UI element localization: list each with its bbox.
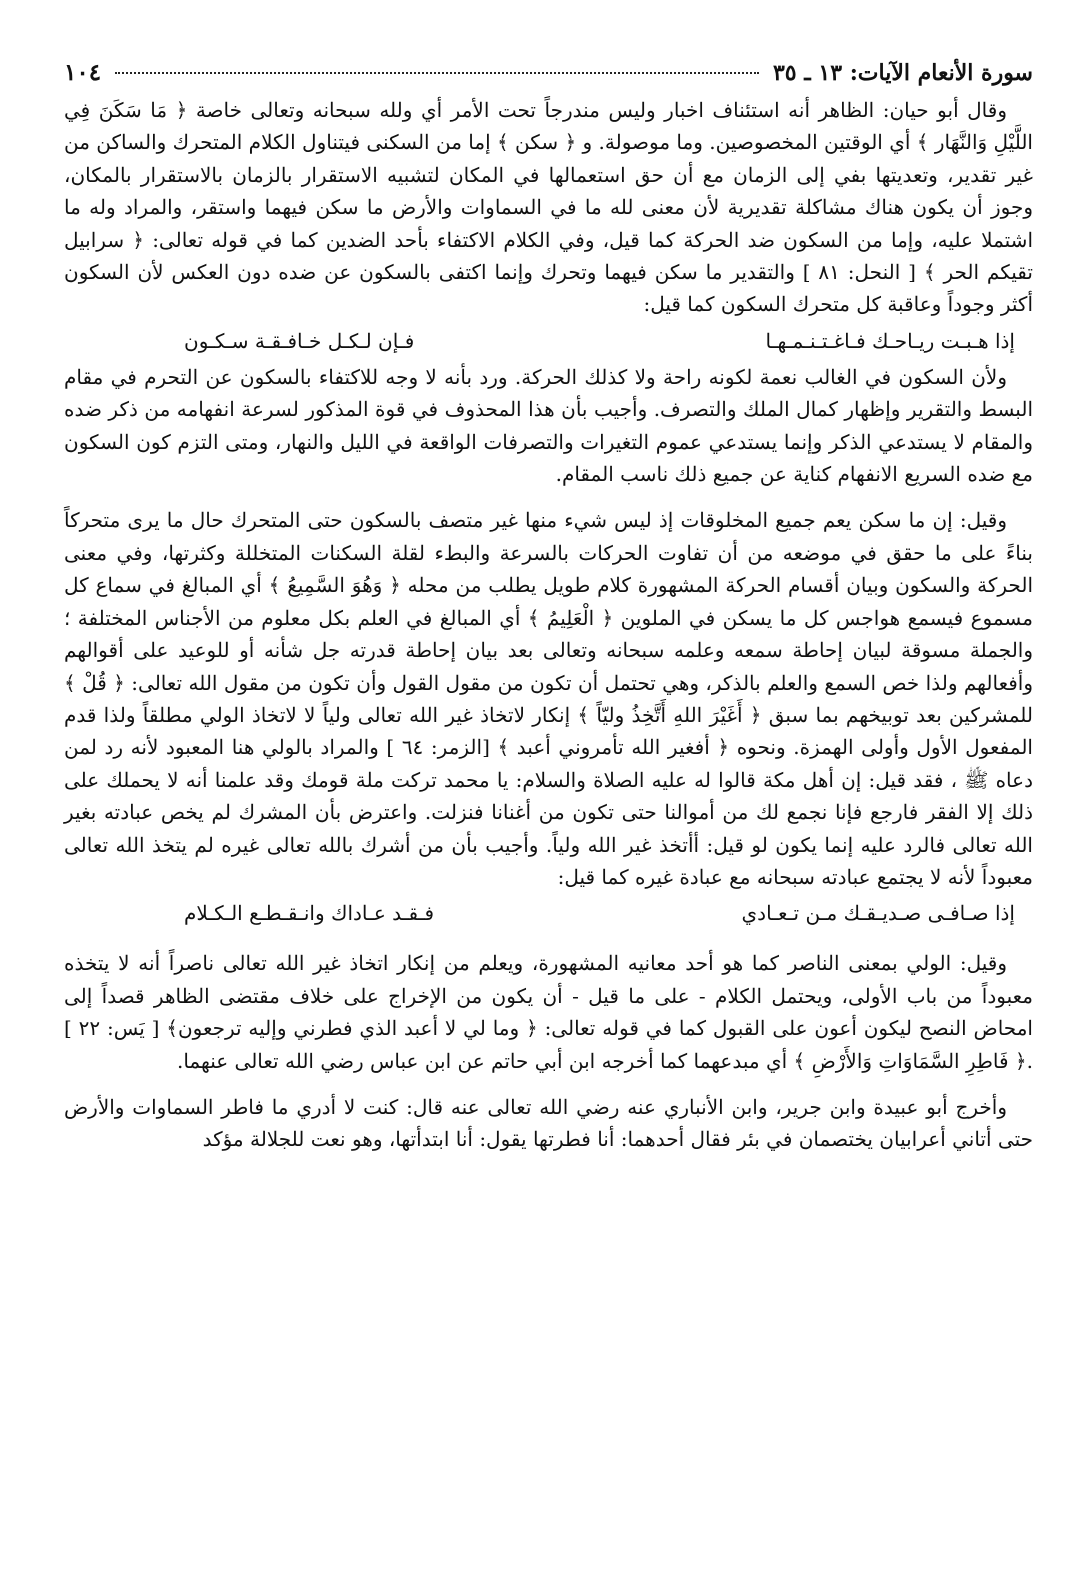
paragraph-4: وقيل: الولي بمعنى الناصر كما هو أحد معانيه المشهورة، ويعلم من إنكار اتخاذ غير الله تعالى ناصراً أنه لا يتخذه معبوداً من باب الأولى، ويحتمل الكلام - على ما قيل - أن يكون من الإخراج على خلاف مقتضى الظاهر قصداً إلى امحاض النصح ليكون أعون على القبول كما في قوله تعالى: ﴿ وما لي لا أعبد الذي فطرني وإليه ترجعون﴾ [ يَس: ٢٢ ] .﴿ فَاطِرِ السَّمَاوَاتِ وَالأَرْضِ ﴾ أي مبدعهما كما أخرجه ابن أبي حاتم عن ابن عباس رضي الله تعالى عنهما.: [64, 951, 1033, 1073]
verse-2: [64, 893, 1033, 933]
header-dotted-leader: [115, 72, 759, 74]
verse-2-first-hemistich: إذا صـافـى صـديـقـك مـن تـعـادي: [741, 901, 1015, 926]
paragraph-3: وقيل: إن ما سكن يعم جميع المخلوقات إذ ليس شيء منها غير متصف بالسكون حتى المتحرك حال ما يرى متحركاً بناءً على ما حقق في موضعه من أن تفاوت الحركات بالسرعة والبطء لقلة السكنات المتخللة وكثرتها، وفي معنى الحركة والسكون وبيان أقسام الحركة المشهورة كلام طويل يطلب من محله ﴿ وَهُوَ السَّمِيعُ ﴾ أي المبالغ في سماع كل مسموع فيسمع هواجس كل ما يسكن في الملوين ﴿ الْعَلِيمُ ﴾ أي المبالغ في العلم بكل معلوم من الأجناس المختلفة ؛ والجملة مسوقة لبيان إحاطة سمعه وعلمه سبحانه وتعالى بعد بيان إحاطة قدرته جل شأنه أو للوعيد على أقوالهم وأفعالهم ولذا خص السمع والعلم بالذكر، وهي تحتمل أن تكون من مقول القول وأن تكون من مقول الله تعالى: ﴿ قُلْ ﴾ للمشركين بعد توبيخهم بما سبق ﴿ أَغَيْرَ اللهِ أَتَّخِذُ وليّاً ﴾ إنكار لاتخاذ غير الله تعالى ولياً لا لاتخاذ الولي مطلقاً ولذا قدم المفعول الأول وأولى الهمزة. ونحوه ﴿ أفغير الله تأمروني أعبد ﴾ [الزمر: ٦٤ ] والمراد بالولي هنا المعبود لأنه رد لمن دعاه ﷺ ، فقد قيل: إن أهل مكة قالوا له عليه الصلاة والسلام: يا محمد تركت ملة قومك وقد علمنا أنه لا يحملك على ذلك إلا الفقر فارجع فإنا نجمع لك من أموالنا حتى تكون من أغنانا فنزلت. واعترض بأن المشرك لم يخص عبادته بغير الله تعالى فالرد عليه إنما يكون لو قيل: أأتخذ غير الله ولياً. وأجيب بأن من أشرك بالله تعالى غيره لم يتخذ الله تعالى معبوداً لأنه لا يجتمع عبادته سبحانه مع عبادة غيره كما قيل:: [64, 508, 1034, 889]
paragraph-1: وقال أبو حيان: الظاهر أنه استئناف اخبار وليس مندرجاً تحت الأمر أي ولله سبحانه وتعالى خاصة ﴿ مَا سَكَنَ فِي اللَّيْلِ وَالنَّهَار ﴾ أي الوقتين المخصوصين. وما موصولة. و ﴿ سكن ﴾ إما من السكنى فيتناول الكلام المتحرك والساكن من غير تقدير، وتعديتها بفي إلى الزمان مع أن حق استعمالها في المكان لتشبيه الاستقرار بالزمان بالاستقرار بالمكان، وجوز أن يكون هناك مشاكلة تقديرية لأن معنى لله ما في السماوات والأرض ما سكن فيهما واستقر، والمراد وله ما اشتملا عليه، وإما من السكون ضد الحركة كما قيل، وفي الكلام الاكتفاء بأحد الضدين كما في قوله تعالى: ﴿ سرابيل تقيكم الحر ﴾ [ النحل: ٨١ ] والتقدير ما سكن فيهما وتحرك وإنما اكتفى بالسكون عن ضده دون العكس لأن السكون أكثر وجوداً وعاقبة كل متحرك السكون كما قيل:: [64, 98, 1033, 317]
running-title: سورة الأنعام الآيات: ١٣ ـ ٣٥: [772, 60, 1033, 86]
body-text: [64, 94, 1033, 1156]
page-number: ١٠٤: [64, 59, 102, 86]
paragraph-5: وأخرج أبو عبيدة وابن جرير، وابن الأنباري عنه رضي الله تعالى عنه قال: كنت لا أدري ما فاطر السماوات والأرض حتى أتاني أعرابيان يختصمان في بئر فقال أحدهما: أنا فطرتها يقول: أنا ابتدأتها، وهو نعت للجلالة مؤكد: [64, 1094, 1033, 1152]
verse-1-first-hemistich: إذا هـبـت ريـاحـك فـاغـتـنـمـهـا: [765, 328, 1015, 353]
page-header: [64, 58, 1033, 88]
verse-1-second-hemistich: فـإن لـكـل خـافـقـة سـكـون: [184, 328, 415, 353]
verse-2-second-hemistich: فـقـد عـاداك وانـقـطـع الـكـلام: [184, 901, 435, 926]
paragraph-2: ولأن السكون في الغالب نعمة لكونه راحة ولا كذلك الحركة. ورد بأنه لا وجه للاكتفاء بالسكون عن التحرم في مقام البسط والتقرير وإظهار كمال الملك والتصرف. وأجيب بأن هذا المحذوف في قوة المذكور لسرعة انفهامه من ذكر ضده والمقام لا يستدعي الذكر وإنما يستدعي عموم التغيرات والتصرفات الواقعة في الليل والنهار، ومتى التزم كون السكون مع ضده السريع الانفهام كناية عن جميع ذلك ناسب المقام.: [64, 364, 1033, 487]
verse-1: [64, 321, 1033, 361]
